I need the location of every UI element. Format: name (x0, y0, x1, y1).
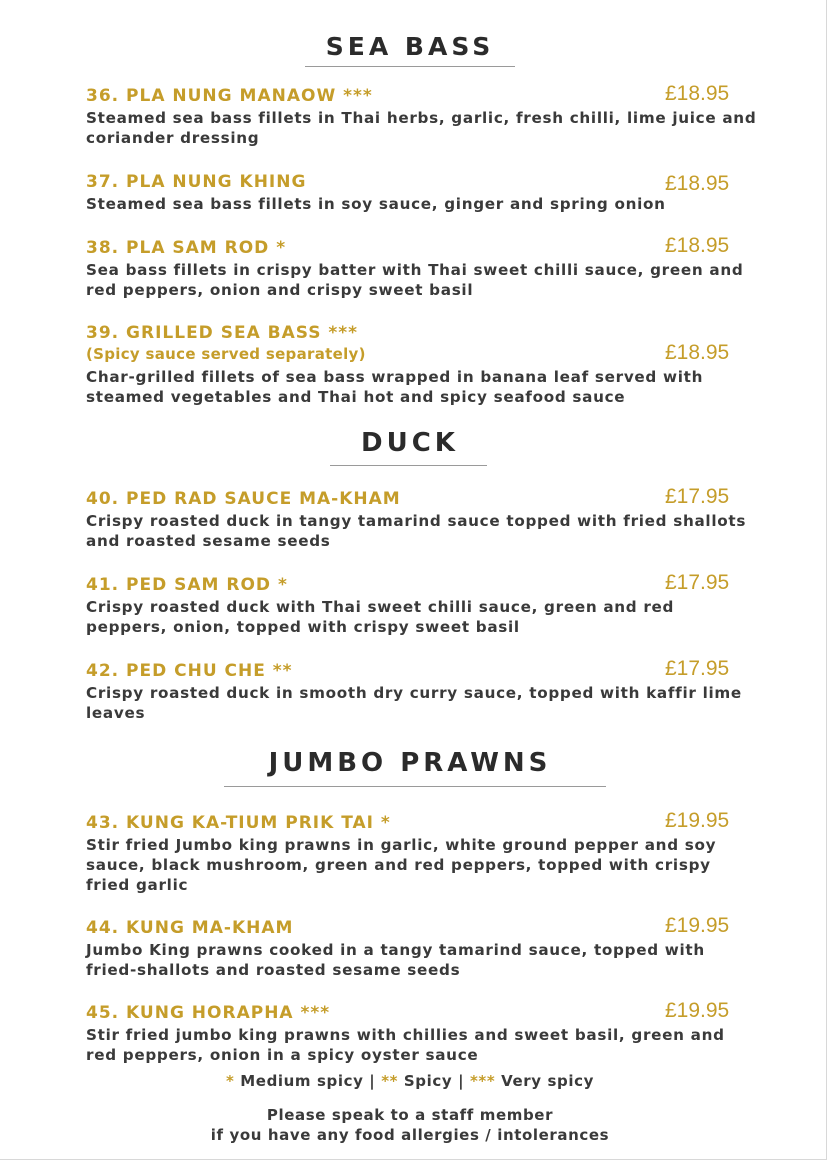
item-price: £17.95 (665, 571, 730, 594)
section-divider (330, 465, 487, 466)
item-price: £18.95 (665, 172, 730, 195)
menu-item-41 (86, 571, 766, 637)
section-title-duck: DUCK (361, 428, 459, 458)
item-name: 40. PED RAD SAUCE MA-KHAM (86, 489, 401, 509)
item-price: £18.95 (665, 234, 730, 257)
item-description: Crispy roasted duck in tangy tamarind sauce topped with fried shallots and roasted sesame seeds (86, 512, 747, 550)
menu-item-38 (86, 234, 766, 300)
menu-item-42 (86, 657, 766, 723)
item-name: 38. PLA SAM ROD * (86, 238, 287, 258)
item-name: 41. PED SAM ROD * (86, 575, 288, 595)
item-description: Steamed sea bass fillets in Thai herbs, garlic, fresh chilli, lime juice and coriander dressing (86, 109, 757, 147)
item-description: Crispy roasted duck with Thai sweet chilli sauce, green and red peppers, onion, topped with crispy sweet basil (86, 598, 675, 636)
legend-label-very-spicy: Very spicy (495, 1072, 594, 1090)
item-description: Stir fried jumbo king prawns with chillies and sweet basil, green and red peppers, onion in a spicy oyster sauce (86, 1026, 725, 1064)
legend-label-medium: Medium spicy | (234, 1072, 382, 1090)
menu-item-39 (86, 323, 766, 407)
item-description: Stir fried Jumbo king prawns in garlic, white ground pepper and soy sauce, black mushroom, green and red peppers, topped with crispy fried garlic (86, 836, 717, 894)
item-name: 45. KUNG HORAPHA *** (86, 1003, 331, 1023)
item-name: 42. PED CHU CHE ** (86, 661, 293, 681)
section-divider (305, 66, 515, 67)
item-description: Crispy roasted duck in smooth dry curry sauce, topped with kaffir lime leaves (86, 684, 742, 722)
legend-star-3: *** (469, 1072, 496, 1090)
legend-star-1: * (226, 1072, 235, 1090)
item-name: 44. KUNG MA-KHAM (86, 918, 294, 938)
menu-item-36 (86, 82, 766, 148)
item-price: £19.95 (665, 809, 730, 832)
item-price: £18.95 (665, 82, 730, 105)
item-name: 36. PLA NUNG MANAOW *** (86, 86, 373, 106)
item-price: £19.95 (665, 914, 730, 937)
item-price: £18.95 (665, 341, 730, 364)
section-divider (224, 786, 606, 787)
legend-star-2: ** (381, 1072, 399, 1090)
item-description: Steamed sea bass fillets in soy sauce, ginger and spring onion (86, 195, 666, 213)
spice-legend (0, 1072, 820, 1090)
section-title-jumbo-prawns: JUMBO PRAWNS (268, 748, 552, 778)
item-description: Jumbo King prawns cooked in a tangy tamarind sauce, topped with fried-shallots and roasted sesame seeds (86, 941, 705, 979)
menu-item-37 (86, 172, 766, 214)
item-name: 37. PLA NUNG KHING (86, 172, 307, 192)
item-price: £17.95 (665, 657, 730, 680)
item-price: £19.95 (665, 999, 730, 1022)
legend-label-spicy: Spicy | (398, 1072, 470, 1090)
item-description: Char-grilled fillets of sea bass wrapped in banana leaf served with steamed vegetables and Thai hot and spicy seafood sauce (86, 368, 704, 406)
section-title-sea-bass: SEA BASS (325, 32, 495, 61)
item-name: 43. KUNG KA-TIUM PRIK TAI * (86, 813, 391, 833)
allergy-note-line-2: if you have any food allergies / intolerances (210, 1126, 610, 1144)
item-description: Sea bass fillets in crispy batter with Thai sweet chilli sauce, green and red peppers, onion and crispy sweet basil (86, 261, 744, 299)
item-note: (Spicy sauce served separately) (86, 345, 366, 363)
menu-item-45 (86, 999, 766, 1065)
menu-item-40 (86, 485, 766, 551)
item-name: 39. GRILLED SEA BASS *** (86, 323, 359, 343)
menu-item-43 (86, 809, 766, 895)
allergy-note-line-1: Please speak to a staff member (266, 1106, 554, 1124)
item-price: £17.95 (665, 485, 730, 508)
menu-item-44 (86, 914, 766, 980)
